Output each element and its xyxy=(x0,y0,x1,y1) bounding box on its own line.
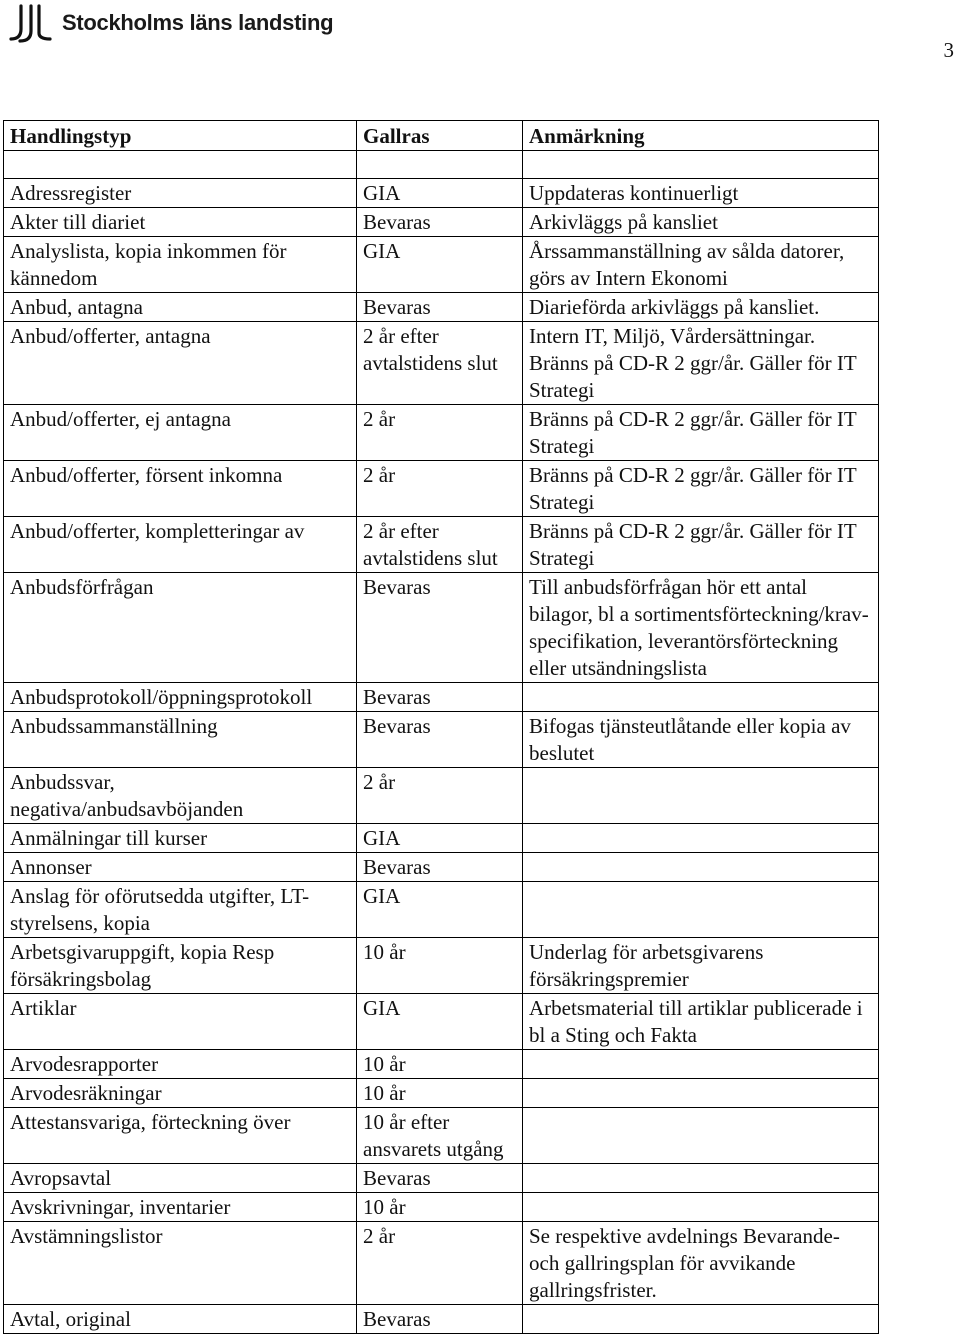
document-type-cell: Anbudssvar, negativa/anbudsavböjanden xyxy=(4,768,357,824)
retention-cell: GIA xyxy=(357,824,523,853)
column-header: Gallras xyxy=(357,121,523,151)
document-type-cell: Artiklar xyxy=(4,994,357,1050)
remark-cell xyxy=(523,1164,879,1193)
document-type-cell: Anmälningar till kurser xyxy=(4,824,357,853)
table-row xyxy=(4,853,879,882)
remark-cell xyxy=(523,1079,879,1108)
table-row xyxy=(4,573,879,683)
remark-cell: Underlag för arbetsgivarens försäkringspremier xyxy=(523,938,879,994)
retention-cell: Bevaras xyxy=(357,1305,523,1334)
document-type-cell: Avtal, original xyxy=(4,1305,357,1334)
retention-cell: 2 år xyxy=(357,405,523,461)
remark-cell: Uppdateras kontinuerligt xyxy=(523,179,879,208)
document-type-cell: Annonser xyxy=(4,853,357,882)
table-row xyxy=(4,1079,879,1108)
table-row xyxy=(4,1193,879,1222)
remark-cell: Diarieförda arkivläggs på kansliet. xyxy=(523,293,879,322)
document-type-cell: Adressregister xyxy=(4,179,357,208)
retention-cell: Bevaras xyxy=(357,712,523,768)
table-row xyxy=(4,322,879,405)
remark-cell: Intern IT, Miljö, Vårdersättningar. Bränns på CD-R 2 ggr/år. Gäller för IT Strategi xyxy=(523,322,879,405)
remark-cell: Bränns på CD-R 2 ggr/år. Gäller för IT Strategi xyxy=(523,461,879,517)
page-number: 3 xyxy=(943,38,954,62)
table-row xyxy=(4,1108,879,1164)
remark-cell: Arkivläggs på kansliet xyxy=(523,208,879,237)
retention-cell: 2 år xyxy=(357,461,523,517)
table-row xyxy=(4,712,879,768)
table-row xyxy=(4,237,879,293)
remark-cell: Årssammanställning av sålda datorer, görs av Intern Ekonomi xyxy=(523,237,879,293)
retention-cell: GIA xyxy=(357,179,523,208)
document-type-cell: Arvodesräkningar xyxy=(4,1079,357,1108)
retention-cell: 10 år xyxy=(357,938,523,994)
remark-cell xyxy=(523,853,879,882)
retention-cell: Bevaras xyxy=(357,573,523,683)
retention-cell: Bevaras xyxy=(357,683,523,712)
sll-logo-icon xyxy=(6,2,54,44)
document-type-cell: Anbudsprotokoll/öppningsprotokoll xyxy=(4,683,357,712)
retention-table xyxy=(3,120,879,1334)
remark-cell: Se respektive avdelnings Bevarande- och gallringsplan för avvikande gallringsfrister. xyxy=(523,1222,879,1305)
document-type-cell: Anbud/offerter, ej antagna xyxy=(4,405,357,461)
remark-cell: Bränns på CD-R 2 ggr/år. Gäller för IT Strategi xyxy=(523,517,879,573)
retention-cell: 2 år xyxy=(357,768,523,824)
retention-cell: 10 år efter ansvarets utgång xyxy=(357,1108,523,1164)
document-type-cell: Anbudssammanställning xyxy=(4,712,357,768)
retention-cell: Bevaras xyxy=(357,208,523,237)
document-type-cell: Anbud, antagna xyxy=(4,293,357,322)
table-row xyxy=(4,461,879,517)
table-row xyxy=(4,768,879,824)
document-type-cell: Anbudsförfrågan xyxy=(4,573,357,683)
table-row xyxy=(4,938,879,994)
retention-cell: GIA xyxy=(357,237,523,293)
table-row xyxy=(4,1050,879,1079)
document-type-cell: Attestansvariga, förteckning över xyxy=(4,1108,357,1164)
table-row xyxy=(4,517,879,573)
table-row xyxy=(4,179,879,208)
remark-cell xyxy=(523,824,879,853)
document-type-cell: Akter till diariet xyxy=(4,208,357,237)
document-type-cell: Anslag för oförutsedda utgifter, LT-styrelsens, kopia xyxy=(4,882,357,938)
remark-cell xyxy=(523,768,879,824)
document-type-cell: Avropsavtal xyxy=(4,1164,357,1193)
remark-cell xyxy=(523,683,879,712)
column-header: Anmärkning xyxy=(523,121,879,151)
table-row xyxy=(4,1305,879,1334)
retention-cell: 2 år efter avtalstidens slut xyxy=(357,322,523,405)
document-type-cell: Analyslista, kopia inkommen för kännedom xyxy=(4,237,357,293)
spacer-row xyxy=(4,151,879,179)
document-type-cell: Arvodesrapporter xyxy=(4,1050,357,1079)
remark-cell: Bränns på CD-R 2 ggr/år. Gäller för IT Strategi xyxy=(523,405,879,461)
remark-cell: Arbetsmaterial till artiklar publicerade i bl a Sting och Fakta xyxy=(523,994,879,1050)
table-header-row xyxy=(4,121,879,151)
retention-cell: Bevaras xyxy=(357,293,523,322)
document-type-cell: Anbud/offerter, försent inkomna xyxy=(4,461,357,517)
table-row xyxy=(4,1164,879,1193)
retention-cell: Bevaras xyxy=(357,1164,523,1193)
table-row xyxy=(4,683,879,712)
document-type-cell: Avstämningslistor xyxy=(4,1222,357,1305)
table-row xyxy=(4,208,879,237)
remark-cell xyxy=(523,1108,879,1164)
remark-cell xyxy=(523,1050,879,1079)
table-row xyxy=(4,824,879,853)
org-logo xyxy=(6,2,333,44)
retention-cell: 2 år efter avtalstidens slut xyxy=(357,517,523,573)
document-type-cell: Anbud/offerter, kompletteringar av xyxy=(4,517,357,573)
remark-cell xyxy=(523,882,879,938)
retention-cell: GIA xyxy=(357,994,523,1050)
org-name: Stockholms läns landsting xyxy=(62,10,334,35)
table-row xyxy=(4,1222,879,1305)
remark-cell: Till anbudsförfrågan hör ett antal bilagor, bl a sortimentsförteckning/krav-specifikation, leverantörsförteckning eller utsändningslista xyxy=(523,573,879,683)
table-row xyxy=(4,405,879,461)
table-row xyxy=(4,882,879,938)
document-type-cell: Arbetsgivaruppgift, kopia Resp försäkringsbolag xyxy=(4,938,357,994)
retention-cell: Bevaras xyxy=(357,853,523,882)
retention-cell: 10 år xyxy=(357,1050,523,1079)
table-row xyxy=(4,994,879,1050)
document-type-cell: Anbud/offerter, antagna xyxy=(4,322,357,405)
retention-cell: GIA xyxy=(357,882,523,938)
remark-cell: Bifogas tjänsteutlåtande eller kopia av beslutet xyxy=(523,712,879,768)
document-type-cell: Avskrivningar, inventarier xyxy=(4,1193,357,1222)
retention-cell: 2 år xyxy=(357,1222,523,1305)
column-header: Handlingstyp xyxy=(4,121,357,151)
retention-cell: 10 år xyxy=(357,1079,523,1108)
remark-cell xyxy=(523,1305,879,1334)
table-row xyxy=(4,293,879,322)
remark-cell xyxy=(523,1193,879,1222)
retention-cell: 10 år xyxy=(357,1193,523,1222)
